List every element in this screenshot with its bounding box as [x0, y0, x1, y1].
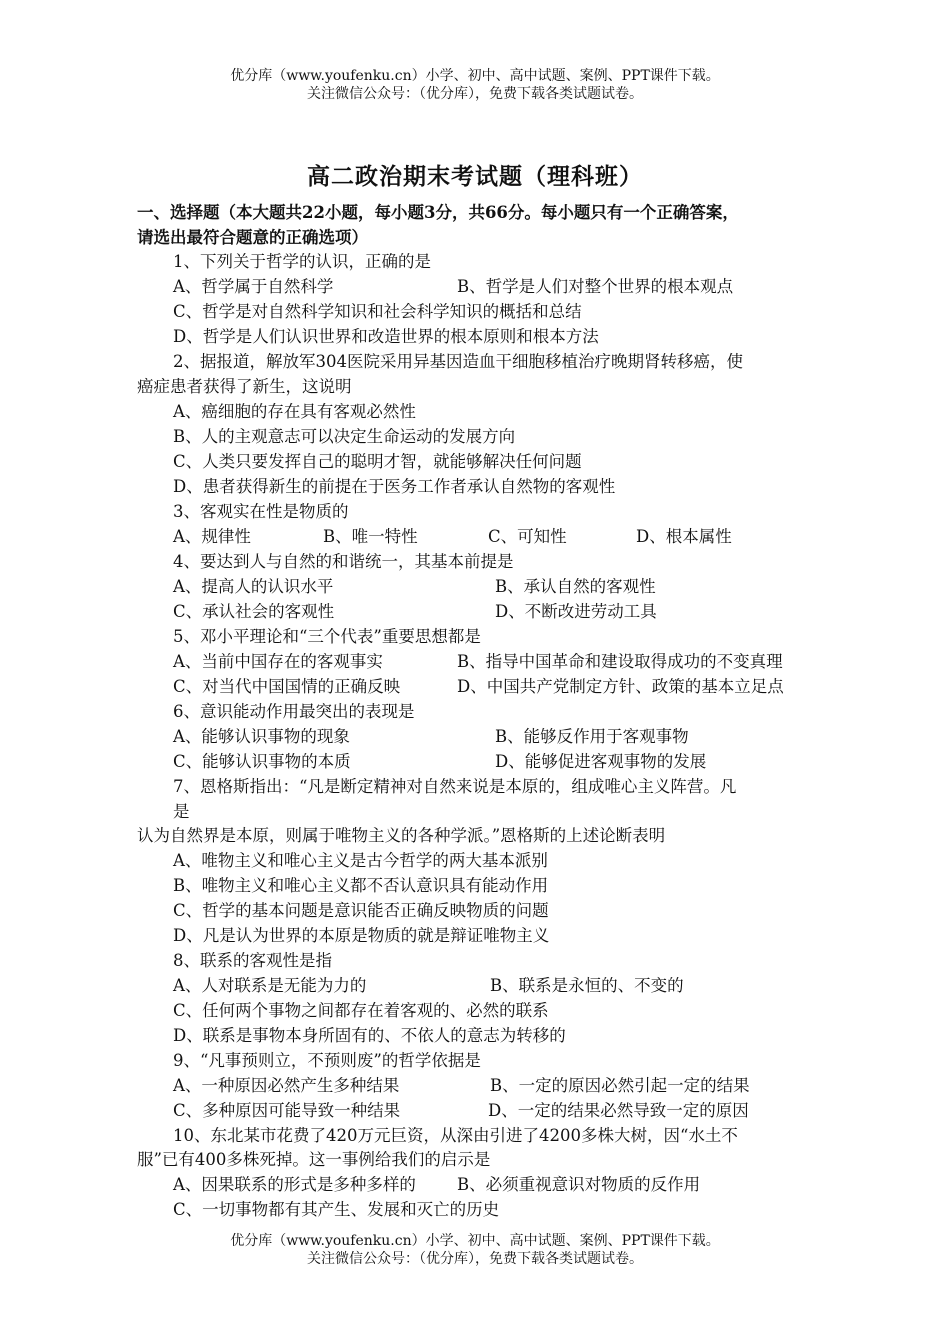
question-2-stem-line-1: 2、据报道，解放军304医院采用异基因造血干细胞移植治疗晚期肾转移癌，使: [173, 352, 743, 371]
question-4-option-b: B、承认自然的客观性: [495, 577, 656, 596]
question-4-option-c: C、承认社会的客观性: [173, 602, 335, 621]
question-2-option-c: C、人类只要发挥自己的聪明才智，就能够解决任何问题: [173, 452, 582, 471]
question-7-stem-wrap: 是: [173, 802, 190, 821]
question-9-option-a: A、一种原因必然产生多种结果: [173, 1076, 400, 1095]
section-heading-line-2: 请选出最符合题意的正确选项）: [137, 228, 368, 247]
question-6-option-c: C、能够认识事物的本质: [173, 752, 351, 771]
question-10-option-c: C、一切事物都有其产生、发展和灭亡的历史: [173, 1200, 500, 1219]
question-5-stem: 5、邓小平理论和“三个代表”重要思想都是: [173, 627, 481, 646]
question-6-option-a: A、能够认识事物的现象: [173, 727, 350, 746]
question-3-option-a: A、规律性: [173, 527, 251, 546]
question-1-option-a: A、哲学属于自然科学: [173, 277, 334, 296]
question-7-option-c: C、哲学的基本问题是意识能否正确反映物质的问题: [173, 901, 549, 920]
question-6-option-b: B、能够反作用于客观事物: [495, 727, 689, 746]
question-6-option-d: D、能够促进客观事物的发展: [495, 752, 707, 771]
question-7-stem-line-1: 7、恩格斯指出：“凡是断定精神对自然来说是本原的，组成唯心主义阵营。凡: [173, 777, 737, 796]
question-4-stem: 4、要达到人与自然的和谐统一，其基本前提是: [173, 552, 514, 571]
question-5-option-a: A、当前中国存在的客观事实: [173, 652, 383, 671]
question-8-option-a: A、人对联系是无能为力的: [173, 976, 367, 995]
question-2-stem-line-2: 癌症患者获得了新生，这说明: [137, 377, 352, 396]
question-1-stem: 1、下列关于哲学的认识，正确的是: [173, 252, 431, 271]
question-1-option-b: B、哲学是人们对整个世界的根本观点: [457, 277, 734, 296]
question-3-stem: 3、客观实在性是物质的: [173, 502, 349, 521]
page-title: 高二政治期末考试题（理科班）: [307, 163, 643, 190]
question-2-option-a: A、癌细胞的存在具有客观必然性: [173, 402, 416, 421]
question-8-option-b: B、联系是永恒的、不变的: [490, 976, 684, 995]
question-10-option-a: A、因果联系的形式是多种多样的: [173, 1175, 416, 1194]
question-10-stem-line-2: 服”已有400多株死掉。这一事例给我们的启示是: [137, 1150, 491, 1169]
question-7-option-d: D、凡是认为世界的本原是物质的就是辩证唯物主义: [173, 926, 550, 945]
question-5-option-d: D、中国共产党制定方针、政策的基本立足点: [457, 677, 784, 696]
question-9-option-c: C、多种原因可能导致一种结果: [173, 1101, 401, 1120]
question-8-stem: 8、联系的客观性是指: [173, 951, 332, 970]
section-heading-line-1: 一、选择题（本大题共22小题，每小题3分，共66分。每小题只有一个正确答案，: [137, 203, 739, 222]
question-1-option-d: D、哲学是人们认识世界和改造世界的根本原则和根本方法: [173, 327, 599, 346]
question-7-option-a: A、唯物主义和唯心主义是古今哲学的两大基本派别: [173, 851, 548, 870]
footer-line-1: 优分库（www.youfenku.cn）小学、初中、高中试题、案例、PPT课件下载。: [230, 1233, 720, 1249]
question-4-option-d: D、不断改进劳动工具: [495, 602, 657, 621]
question-8-option-d: D、联系是事物本身所固有的、不依人的意志为转移的: [173, 1026, 566, 1045]
question-3-option-b: B、唯一特性: [323, 527, 418, 546]
question-7-option-b: B、唯物主义和唯心主义都不否认意识具有能动作用: [173, 876, 549, 895]
question-10-stem-line-1: 10、东北某市花费了420万元巨资，从深由引进了4200多株大树，因“水土不: [173, 1126, 738, 1145]
question-10-option-b: B、必须重视意识对物质的反作用: [457, 1175, 701, 1194]
question-9-option-d: D、一定的结果必然导致一定的原因: [488, 1101, 749, 1120]
question-3-option-c: C、可知性: [488, 527, 567, 546]
question-9-option-b: B、一定的原因必然引起一定的结果: [490, 1076, 750, 1095]
question-1-option-c: C、哲学是对自然科学知识和社会科学知识的概括和总结: [173, 302, 582, 321]
question-2-option-d: D、患者获得新生的前提在于医务工作者承认自然物的客观性: [173, 477, 616, 496]
question-6-stem: 6、意识能动作用最突出的表现是: [173, 702, 415, 721]
footer-line-2: 关注微信公众号：（优分库），免费下载各类试题试卷。: [307, 1251, 643, 1267]
question-8-option-c: C、任何两个事物之间都存在着客观的、必然的联系: [173, 1001, 549, 1020]
question-9-stem: 9、“凡事预则立，不预则废”的哲学依据是: [173, 1051, 481, 1070]
question-5-option-b: B、指导中国革命和建设取得成功的不变真理: [457, 652, 783, 671]
question-2-option-b: B、人的主观意志可以决定生命运动的发展方向: [173, 427, 516, 446]
header-line-1: 优分库（www.youfenku.cn）小学、初中、高中试题、案例、PPT课件下载。: [230, 68, 720, 84]
question-4-option-a: A、提高人的认识水平: [173, 577, 334, 596]
header-line-2: 关注微信公众号：（优分库），免费下载各类试题试卷。: [307, 86, 643, 102]
question-3-option-d: D、根本属性: [636, 527, 732, 546]
question-5-option-c: C、对当代中国国情的正确反映: [173, 677, 401, 696]
question-7-stem-line-2: 认为自然界是本原，则属于唯物主义的各种学派。”恩格斯的上述论断表明: [137, 826, 666, 845]
